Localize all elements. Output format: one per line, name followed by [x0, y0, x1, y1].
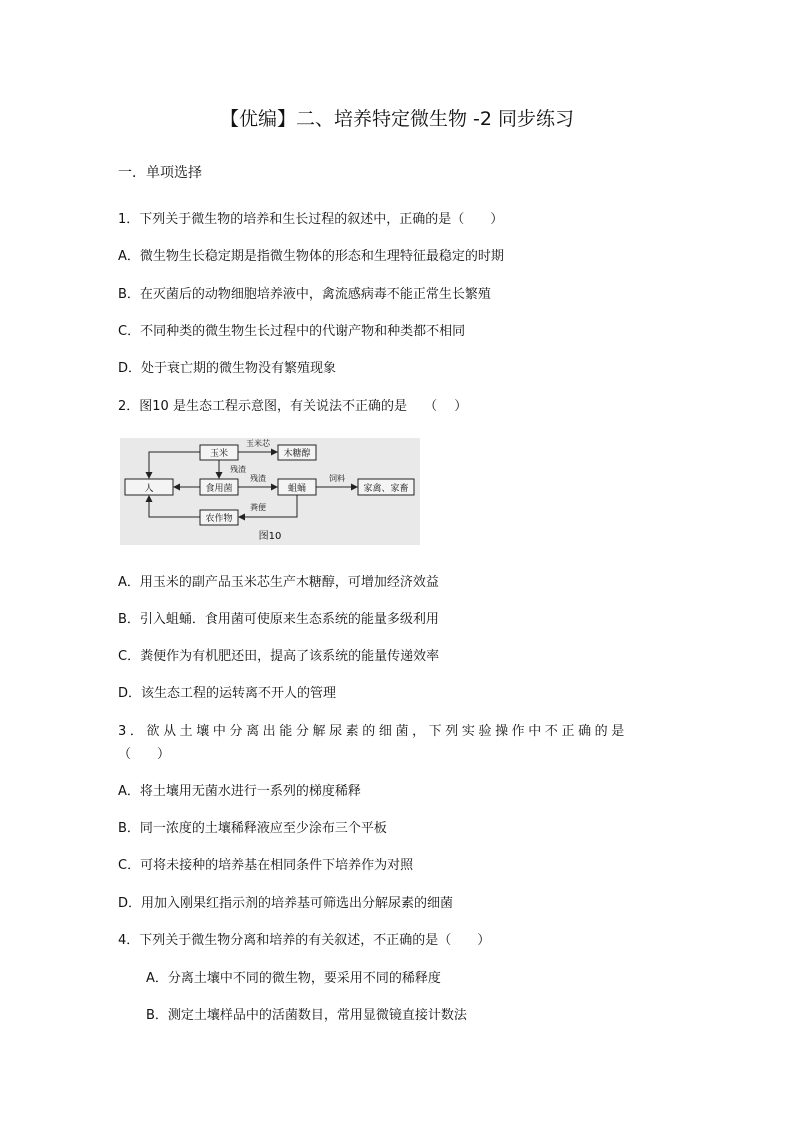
node-xylitol-label: 木糖醇	[283, 449, 311, 459]
question-1-option-c: C．不同种类的微生物生长过程中的代谢产物和种类都不相同	[118, 324, 466, 339]
question-2-option-c: C．粪便作为有机肥还田，提高了该系统的能量传递效率	[118, 649, 440, 664]
node-fungus-label: 食用菌	[205, 484, 233, 494]
node-crops-label: 农作物	[205, 514, 233, 524]
question-4-option-b: B．测定土壤样品中的活菌数目，常用显微镜直接计数法	[146, 1008, 467, 1023]
edge-label-feed: 饲料	[329, 474, 345, 483]
page-title: 【优编】二、培养特定微生物 -2 同步练习	[219, 108, 575, 130]
edge-label-corncob: 玉米芯	[246, 439, 270, 448]
edge-label-residue-2: 残渣	[250, 474, 266, 483]
question-1-stem: 1．下列关于微生物的培养和生长过程的叙述中，正确的是（ ）	[118, 212, 504, 227]
question-3-option-b: B．同一浓度的土壤稀释液应至少涂布三个平板	[118, 821, 387, 836]
ecological-engineering-diagram	[120, 438, 420, 545]
node-human-label: 人	[144, 484, 154, 494]
arrow-crops-human	[149, 496, 200, 517]
node-livestock-label: 家禽、家畜	[363, 484, 409, 494]
node-corn-label: 玉米	[209, 449, 229, 459]
question-2-stem: 2．图10 是生态工程示意图，有关说法不正确的是 （ ）	[118, 399, 468, 414]
question-4-option-a: A．分离土壤中不同的微生物，要采用不同的稀释度	[146, 971, 441, 986]
node-maggot-label: 蛆蛹	[287, 484, 307, 494]
question-2-option-a: A．用玉米的副产品玉米芯生产木糖醇，可增加经济效益	[118, 575, 439, 590]
question-3-option-d: D．用加入刚果红指示剂的培养基可筛选出分解尿素的细菌	[118, 896, 454, 911]
arrow-maggot-crops	[239, 495, 297, 517]
edge-label-manure: 粪便	[250, 503, 266, 512]
question-4-stem: 4．下列关于微生物分离和培养的有关叙述，不正确的是（ ）	[118, 933, 491, 948]
question-1-option-d: D．处于衰亡期的微生物没有繁殖现象	[118, 361, 337, 376]
figure-caption: 图10	[258, 531, 282, 542]
edge-label-residue-1: 残渣	[230, 465, 246, 474]
question-3-option-a: A．将土壤用无菌水进行一系列的梯度稀释	[118, 784, 361, 799]
question-3-option-c: C．可将未接种的培养基在相同条件下培养作为对照	[118, 858, 414, 873]
arrow-corn-human	[149, 452, 200, 478]
question-1-option-a: A．微生物生长稳定期是指微生物体的形态和生理特征最稳定的时期	[118, 249, 504, 264]
section-heading: 一．单项选择	[118, 165, 202, 181]
question-2-option-d: D．该生态工程的运转离不开人的管理	[118, 686, 337, 701]
question-2-option-b: B．引入蛆蛹．食用菌可使原来生态系统的能量多级利用	[118, 612, 439, 627]
question-3-stem-line-2: （ ）	[118, 747, 171, 762]
question-1-option-b: B．在灭菌后的动物细胞培养液中，禽流感病毒不能正常生长繁殖	[118, 287, 491, 302]
question-3-stem-line-1: 3．欲从土壤中分离出能分解尿素的细菌，下列实验操作中不正确的是	[118, 724, 628, 739]
